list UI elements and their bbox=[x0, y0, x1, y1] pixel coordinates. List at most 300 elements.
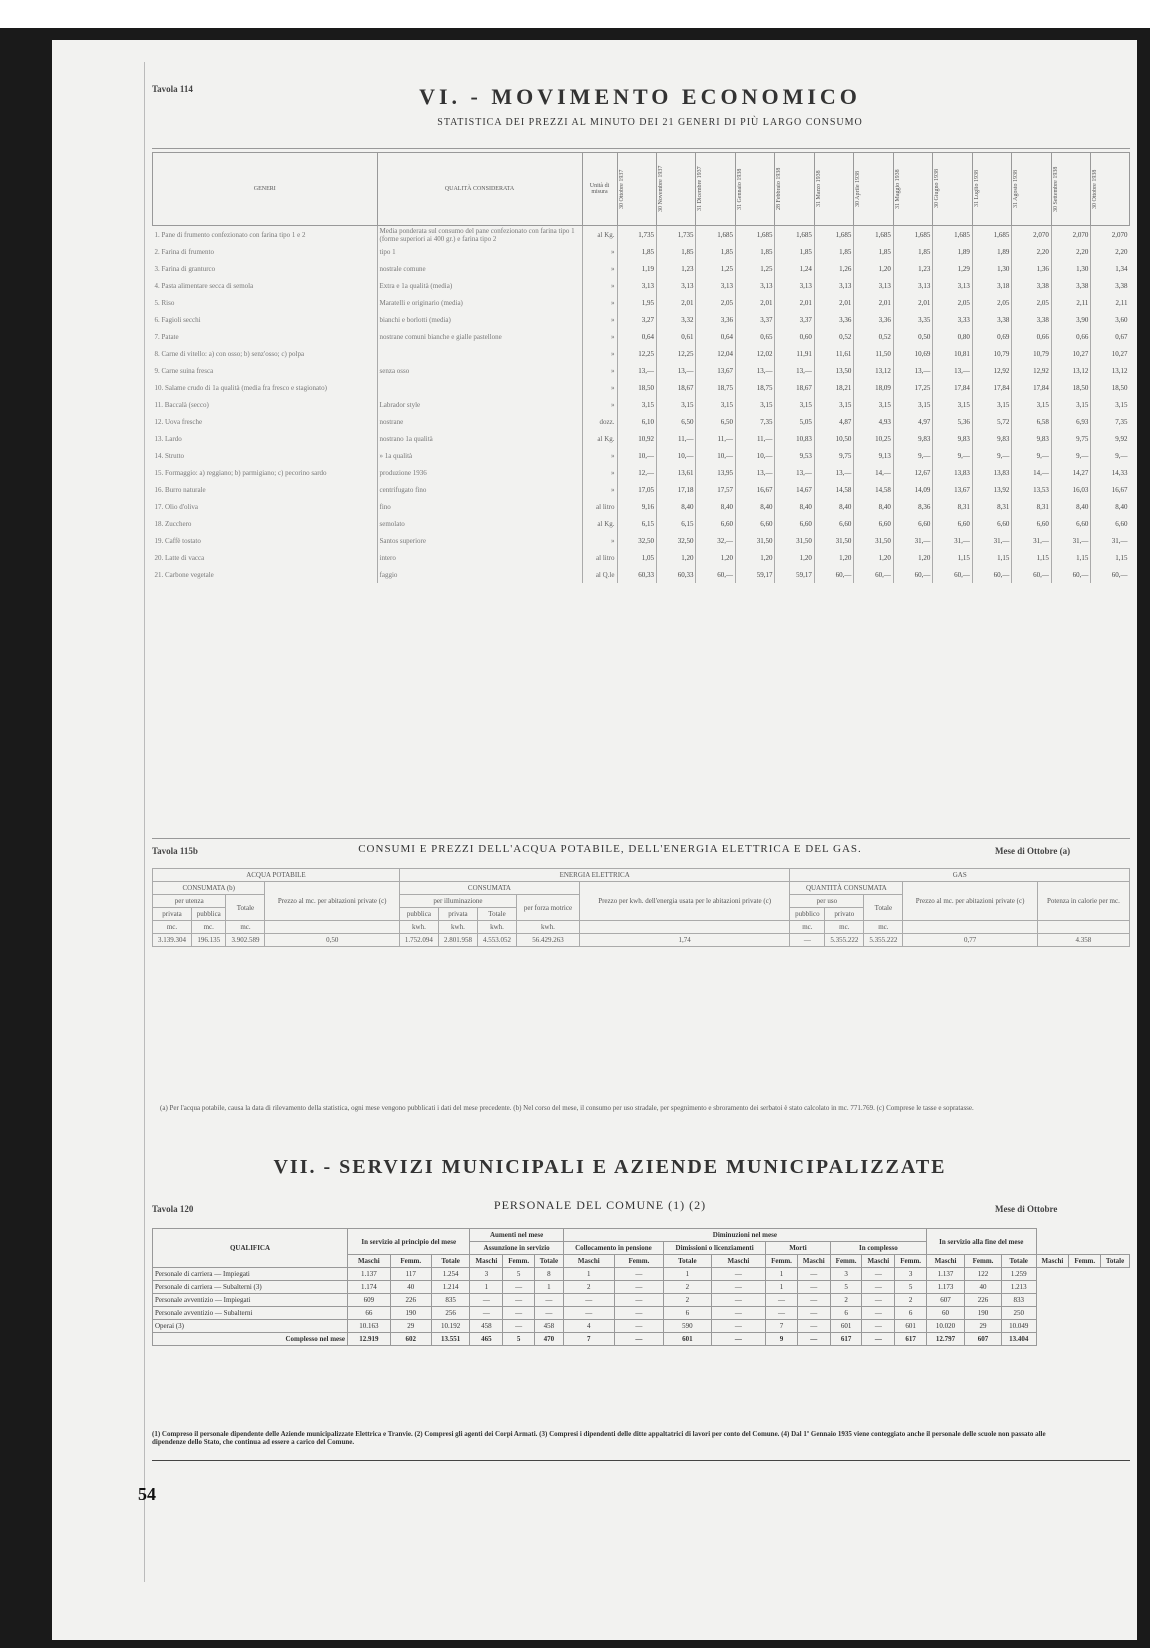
unita: al litro bbox=[582, 549, 617, 566]
price-cell: 2,070 bbox=[1091, 226, 1130, 244]
price-cell: 6,10 bbox=[617, 413, 656, 430]
price-cell: 13,92 bbox=[972, 481, 1011, 498]
head-diminuzioni: Diminuzioni nel mese bbox=[563, 1229, 926, 1242]
utility-value: 2.801.958 bbox=[438, 934, 477, 947]
price-cell: 3,15 bbox=[972, 396, 1011, 413]
price-cell: 1,685 bbox=[735, 226, 774, 244]
price-cell: 6,50 bbox=[656, 413, 695, 430]
price-cell: 0,52 bbox=[814, 328, 853, 345]
utility-value: 0,50 bbox=[265, 934, 399, 947]
price-cell: 60,— bbox=[933, 566, 972, 583]
table-row bbox=[153, 498, 1130, 515]
price-cell: 1,15 bbox=[1051, 549, 1090, 566]
price-cell: 2,070 bbox=[1012, 226, 1051, 244]
genere: 20. Latte di vacca bbox=[154, 553, 205, 562]
qualita: fino bbox=[377, 498, 582, 515]
price-cell: 9,75 bbox=[1051, 430, 1090, 447]
personnel-title: PERSONALE DEL COMUNE (1) (2) bbox=[493, 1198, 707, 1212]
genere: 9. Carne suina fresca bbox=[154, 366, 214, 375]
head-potenza: Potenza in calorie per mc. bbox=[1037, 882, 1129, 921]
unit-kwh: kwh. bbox=[438, 921, 477, 934]
price-cell: 13,12 bbox=[1051, 362, 1090, 379]
price-cell: 3,15 bbox=[775, 396, 814, 413]
sub-totale: Totale bbox=[664, 1255, 712, 1268]
price-cell: 1,85 bbox=[814, 243, 853, 260]
personnel-cell: — bbox=[797, 1294, 830, 1307]
col-date bbox=[854, 153, 893, 226]
personnel-cell: — bbox=[503, 1294, 535, 1307]
price-cell: 17,84 bbox=[972, 379, 1011, 396]
head-prezzo-energia: Prezzo per kwh. dell'energia usata per le abitazioni private (c) bbox=[579, 882, 790, 921]
head-pubblico: pubblico bbox=[790, 908, 825, 921]
price-cell: 6,15 bbox=[656, 515, 695, 532]
total-cell: — bbox=[614, 1333, 663, 1346]
sub-maschi: Maschi bbox=[470, 1255, 503, 1268]
personnel-cell: — bbox=[535, 1294, 564, 1307]
table-row bbox=[153, 1320, 1130, 1333]
qualifica: Personale avventizio — Impiegati bbox=[153, 1294, 348, 1307]
price-cell: 2,01 bbox=[775, 294, 814, 311]
personnel-cell: — bbox=[470, 1294, 503, 1307]
price-cell: 1,685 bbox=[854, 226, 893, 244]
head-morti: Morti bbox=[766, 1242, 831, 1255]
sub-femm: Femm. bbox=[830, 1255, 862, 1268]
personnel-cell: 122 bbox=[965, 1268, 1002, 1281]
unit-mc: mc. bbox=[864, 921, 903, 934]
personnel-cell: 1 bbox=[766, 1268, 798, 1281]
price-cell: 1,89 bbox=[933, 243, 972, 260]
price-cell: 17,84 bbox=[933, 379, 972, 396]
personnel-cell: — bbox=[614, 1320, 663, 1333]
sub-femm: Femm. bbox=[895, 1255, 927, 1268]
personnel-cell: 6 bbox=[895, 1307, 927, 1320]
price-cell: 1,20 bbox=[854, 549, 893, 566]
price-cell: 13,83 bbox=[972, 464, 1011, 481]
qualita: Extra e 1a qualità (media) bbox=[377, 277, 582, 294]
unita: » bbox=[582, 532, 617, 549]
price-cell: 60,— bbox=[1091, 566, 1130, 583]
price-cell: 9,83 bbox=[933, 430, 972, 447]
table-row bbox=[153, 277, 1130, 294]
price-cell: 3,13 bbox=[933, 277, 972, 294]
price-cell: 11,61 bbox=[814, 345, 853, 362]
col-date bbox=[617, 153, 656, 226]
price-cell: 6,60 bbox=[735, 515, 774, 532]
personnel-cell: 458 bbox=[470, 1320, 503, 1333]
price-cell: 31,— bbox=[933, 532, 972, 549]
personnel-cell: 226 bbox=[965, 1294, 1002, 1307]
price-cell: 2,01 bbox=[814, 294, 853, 311]
unita: » bbox=[582, 481, 617, 498]
price-cell: 3,15 bbox=[696, 396, 735, 413]
head-aumenti: Aumenti nel mese bbox=[470, 1229, 563, 1242]
head-privata-e: privata bbox=[438, 908, 477, 921]
section-title-vii: VII. - SERVIZI MUNICIPALI E AZIENDE MUNICIPALIZZATE bbox=[273, 1156, 947, 1178]
genere: 6. Fagioli secchi bbox=[154, 315, 201, 324]
price-cell: 3,15 bbox=[854, 396, 893, 413]
total-label: Complesso nel mese bbox=[153, 1333, 348, 1346]
price-cell: 12,02 bbox=[735, 345, 774, 362]
table-row bbox=[153, 1281, 1130, 1294]
price-cell: 11,— bbox=[656, 430, 695, 447]
qualita: Labrador style bbox=[377, 396, 582, 413]
table-row bbox=[153, 515, 1130, 532]
price-cell: 17,25 bbox=[893, 379, 932, 396]
price-cell: 14,33 bbox=[1091, 464, 1130, 481]
price-cell: 3,32 bbox=[656, 311, 695, 328]
personnel-cell: 2 bbox=[563, 1281, 614, 1294]
personnel-cell: 1.137 bbox=[926, 1268, 964, 1281]
price-cell: 6,60 bbox=[893, 515, 932, 532]
qualifica: Operai (3) bbox=[153, 1320, 348, 1333]
utility-value: 56.429.263 bbox=[517, 934, 580, 947]
unit-mc: mc. bbox=[192, 921, 226, 934]
col-date bbox=[735, 153, 774, 226]
price-cell: 18,75 bbox=[696, 379, 735, 396]
date-label: 30 Ottobre 1937 bbox=[618, 169, 625, 209]
price-cell: 5,36 bbox=[933, 413, 972, 430]
head-per-uso: per uso bbox=[790, 895, 864, 908]
price-cell: 31,— bbox=[1051, 532, 1090, 549]
price-cell: 10,— bbox=[617, 447, 656, 464]
price-cell: 10,81 bbox=[933, 345, 972, 362]
personnel-cell: — bbox=[503, 1281, 535, 1294]
price-cell: 1,685 bbox=[775, 226, 814, 244]
price-cell: 1,23 bbox=[893, 260, 932, 277]
personnel-cell: 40 bbox=[965, 1281, 1002, 1294]
price-cell: 13,12 bbox=[854, 362, 893, 379]
price-cell: 1,26 bbox=[814, 260, 853, 277]
personnel-cell: 60 bbox=[926, 1307, 964, 1320]
personnel-cell: 3 bbox=[470, 1268, 503, 1281]
personnel-cell: 10.163 bbox=[348, 1320, 391, 1333]
unit-mc: mc. bbox=[226, 921, 265, 934]
price-cell: 3,15 bbox=[1051, 396, 1090, 413]
total-cell: — bbox=[797, 1333, 830, 1346]
date-label: 30 Aprile 1938 bbox=[855, 171, 862, 207]
price-cell: 1,85 bbox=[696, 243, 735, 260]
price-cell: 31,50 bbox=[854, 532, 893, 549]
price-cell: 1,23 bbox=[656, 260, 695, 277]
price-cell: 13,— bbox=[617, 362, 656, 379]
price-cell: 2,01 bbox=[893, 294, 932, 311]
price-cell: 18,67 bbox=[656, 379, 695, 396]
price-cell: 6,58 bbox=[1012, 413, 1051, 430]
price-cell: 3,13 bbox=[735, 277, 774, 294]
price-cell: 0,50 bbox=[893, 328, 932, 345]
qualita: senza osso bbox=[377, 362, 582, 379]
price-cell: 1,85 bbox=[735, 243, 774, 260]
qualita: » 1a qualità bbox=[377, 447, 582, 464]
price-cell: 6,60 bbox=[972, 515, 1011, 532]
personnel-cell: 5 bbox=[830, 1281, 862, 1294]
head-totale-acqua: Totale bbox=[226, 895, 265, 921]
personnel-cell: 1.259 bbox=[1001, 1268, 1036, 1281]
date-label: 30 Giugno 1938 bbox=[934, 169, 941, 209]
price-cell: 2,20 bbox=[1091, 243, 1130, 260]
price-cell: 0,69 bbox=[972, 328, 1011, 345]
price-cell: 8,31 bbox=[972, 498, 1011, 515]
unita: » bbox=[582, 243, 617, 260]
price-cell: 8,40 bbox=[1051, 498, 1090, 515]
genere: 19. Caffè tostato bbox=[154, 536, 201, 545]
price-cell: 10,— bbox=[696, 447, 735, 464]
total-cell: 601 bbox=[664, 1333, 712, 1346]
unita: » bbox=[582, 464, 617, 481]
utility-value: 4.553.052 bbox=[477, 934, 516, 947]
price-cell: 6,15 bbox=[617, 515, 656, 532]
utilities-title: CONSUMI E PREZZI DELL'ACQUA POTABILE, DELL'ENERGIA ELETTRICA E DEL GAS. bbox=[358, 843, 862, 855]
total-cell: 607 bbox=[965, 1333, 1002, 1346]
genere: 16. Burro naturale bbox=[154, 485, 206, 494]
sub-femm: Femm. bbox=[766, 1255, 798, 1268]
section-title-vi: VI. - MOVIMENTO ECONOMICO bbox=[419, 84, 861, 109]
price-cell: 10,50 bbox=[814, 430, 853, 447]
unita: al Kg. bbox=[582, 226, 617, 244]
head-pubblica-e: pubblica bbox=[399, 908, 438, 921]
unit-mc: mc. bbox=[825, 921, 864, 934]
price-cell: 10,25 bbox=[854, 430, 893, 447]
price-cell: 0,65 bbox=[735, 328, 774, 345]
price-cell: 0,61 bbox=[656, 328, 695, 345]
price-cell: 1,25 bbox=[735, 260, 774, 277]
price-cell: 1,685 bbox=[972, 226, 1011, 244]
price-cell: 0,67 bbox=[1091, 328, 1130, 345]
head-pubblica: pubblica bbox=[192, 908, 226, 921]
price-cell: 8,31 bbox=[933, 498, 972, 515]
price-cell: 6,60 bbox=[814, 515, 853, 532]
personnel-cell: — bbox=[711, 1281, 766, 1294]
price-cell: 13,53 bbox=[1012, 481, 1051, 498]
price-cell: 3,38 bbox=[1091, 277, 1130, 294]
table-row bbox=[153, 430, 1130, 447]
price-cell: 14,— bbox=[1012, 464, 1051, 481]
table-number-114: Tavola 114 bbox=[152, 84, 193, 94]
price-cell: 12,25 bbox=[656, 345, 695, 362]
unita: al Q.le bbox=[582, 566, 617, 583]
head-gas: GAS bbox=[790, 869, 1130, 882]
price-cell: 10,79 bbox=[972, 345, 1011, 362]
personnel-cell: — bbox=[711, 1294, 766, 1307]
genere: 14. Strutto bbox=[154, 451, 185, 460]
price-cell: 3,36 bbox=[814, 311, 853, 328]
price-cell: 8,40 bbox=[775, 498, 814, 515]
personnel-cell: — bbox=[711, 1307, 766, 1320]
price-cell: 31,50 bbox=[735, 532, 774, 549]
price-cell: 11,— bbox=[696, 430, 735, 447]
total-cell: 13.404 bbox=[1001, 1333, 1036, 1346]
price-cell: 3,90 bbox=[1051, 311, 1090, 328]
table-row bbox=[153, 481, 1130, 498]
head-fine: In servizio alla fine del mese bbox=[926, 1229, 1036, 1255]
price-cell: 10,92 bbox=[617, 430, 656, 447]
col-qualita: QUALITÀ CONSIDERATA bbox=[377, 153, 582, 226]
price-cell: 13,— bbox=[656, 362, 695, 379]
qualita bbox=[377, 379, 582, 396]
price-cell: 3,13 bbox=[617, 277, 656, 294]
price-cell: 10,69 bbox=[893, 345, 932, 362]
personnel-cell: — bbox=[797, 1281, 830, 1294]
prices-table bbox=[152, 152, 1130, 583]
qualifica: Personale avventizio — Subalterni bbox=[153, 1307, 348, 1320]
price-cell: 13,— bbox=[775, 362, 814, 379]
price-cell: 12,04 bbox=[696, 345, 735, 362]
personnel-cell: 1 bbox=[563, 1268, 614, 1281]
genere: 11. Baccalà (secco) bbox=[154, 400, 209, 409]
col-unita: Unità di misura bbox=[582, 153, 617, 226]
head-collocamento: Collocamento in pensione bbox=[563, 1242, 663, 1255]
genere: 17. Olio d'oliva bbox=[154, 502, 198, 511]
price-cell: 1,29 bbox=[933, 260, 972, 277]
personnel-cell: 1.214 bbox=[431, 1281, 470, 1294]
price-cell: 1,20 bbox=[893, 549, 932, 566]
unita: » bbox=[582, 345, 617, 362]
price-cell: 17,57 bbox=[696, 481, 735, 498]
price-cell: 60,33 bbox=[656, 566, 695, 583]
price-cell: 17,05 bbox=[617, 481, 656, 498]
price-cell: 1,20 bbox=[696, 549, 735, 566]
table-row bbox=[153, 1294, 1130, 1307]
personnel-cell: — bbox=[711, 1268, 766, 1281]
price-cell: 18,21 bbox=[814, 379, 853, 396]
price-cell: 31,— bbox=[1091, 532, 1130, 549]
price-cell: 4,97 bbox=[893, 413, 932, 430]
price-cell: 4,87 bbox=[814, 413, 853, 430]
price-cell: 8,40 bbox=[735, 498, 774, 515]
price-cell: 1,25 bbox=[696, 260, 735, 277]
price-cell: 31,— bbox=[972, 532, 1011, 549]
personnel-cell: 3 bbox=[895, 1268, 927, 1281]
price-cell: 3,37 bbox=[775, 311, 814, 328]
table-row bbox=[153, 532, 1130, 549]
price-cell: 3,15 bbox=[893, 396, 932, 413]
sub-h_t: Totale bbox=[1001, 1255, 1036, 1268]
price-cell: 6,60 bbox=[854, 515, 893, 532]
price-cell: 3,13 bbox=[696, 277, 735, 294]
personnel-cell: — bbox=[614, 1294, 663, 1307]
total-cell: 617 bbox=[830, 1333, 862, 1346]
table-row bbox=[153, 1268, 1130, 1281]
price-cell: 9,— bbox=[1051, 447, 1090, 464]
personnel-cell: 2 bbox=[895, 1294, 927, 1307]
sub-maschi: Maschi bbox=[711, 1255, 766, 1268]
price-cell: 3,38 bbox=[1051, 277, 1090, 294]
price-cell: 1,05 bbox=[617, 549, 656, 566]
price-cell: 2,05 bbox=[972, 294, 1011, 311]
price-cell: 9,— bbox=[1012, 447, 1051, 464]
personnel-cell: — bbox=[862, 1320, 895, 1333]
price-cell: 3,15 bbox=[735, 396, 774, 413]
price-cell: 10,27 bbox=[1091, 345, 1130, 362]
rule bbox=[152, 148, 1130, 149]
price-cell: 60,33 bbox=[617, 566, 656, 583]
personnel-cell: — bbox=[614, 1281, 663, 1294]
unita: al litro bbox=[582, 498, 617, 515]
head-totale-e: Totale bbox=[477, 908, 516, 921]
personnel-cell: 190 bbox=[965, 1307, 1002, 1320]
date-label: 30 Ottobre 1938 bbox=[1092, 169, 1099, 209]
date-label: 31 Marzo 1938 bbox=[815, 170, 822, 208]
total-cell: 5 bbox=[503, 1333, 535, 1346]
qualita: tipo 1 bbox=[377, 243, 582, 260]
table-row bbox=[153, 566, 1130, 583]
utilities-table bbox=[152, 868, 1130, 947]
price-cell: 12,92 bbox=[1012, 362, 1051, 379]
price-cell: 8,40 bbox=[854, 498, 893, 515]
col-date bbox=[656, 153, 695, 226]
qualita: nostrano 1a qualità bbox=[377, 430, 582, 447]
col-date bbox=[893, 153, 932, 226]
table-row bbox=[153, 260, 1130, 277]
total-cell: 7 bbox=[563, 1333, 614, 1346]
price-cell: 9,— bbox=[933, 447, 972, 464]
price-cell: 9,53 bbox=[775, 447, 814, 464]
price-cell: 8,40 bbox=[1091, 498, 1130, 515]
price-cell: 31,— bbox=[1012, 532, 1051, 549]
price-cell: 10,— bbox=[735, 447, 774, 464]
price-cell: 60,— bbox=[814, 566, 853, 583]
price-cell: 13,— bbox=[735, 362, 774, 379]
price-cell: 6,60 bbox=[933, 515, 972, 532]
price-cell: 13,95 bbox=[696, 464, 735, 481]
price-cell: 10,— bbox=[656, 447, 695, 464]
price-cell: 9,16 bbox=[617, 498, 656, 515]
col-date bbox=[814, 153, 853, 226]
price-cell: 1,24 bbox=[775, 260, 814, 277]
genere: 4. Pasta alimentare secca di semola bbox=[154, 281, 254, 290]
price-cell: 1,85 bbox=[854, 243, 893, 260]
price-cell: 9,92 bbox=[1091, 430, 1130, 447]
price-cell: 4,93 bbox=[854, 413, 893, 430]
price-cell: 1,15 bbox=[972, 549, 1011, 566]
price-cell: 8,40 bbox=[696, 498, 735, 515]
sub-maschi: Maschi bbox=[797, 1255, 830, 1268]
personnel-cell: — bbox=[862, 1268, 895, 1281]
price-cell: 14,67 bbox=[775, 481, 814, 498]
qualifica: Personale di carriera — Subalterni (3) bbox=[153, 1281, 348, 1294]
price-cell: 1,85 bbox=[656, 243, 695, 260]
total-cell: 465 bbox=[470, 1333, 503, 1346]
personnel-cell: 117 bbox=[390, 1268, 431, 1281]
price-cell: 1,685 bbox=[933, 226, 972, 244]
genere: 21. Carbone vegetale bbox=[154, 570, 214, 579]
unita: » bbox=[582, 260, 617, 277]
rule bbox=[152, 838, 1130, 839]
price-cell: 6,60 bbox=[1051, 515, 1090, 532]
utility-value: 3.902.589 bbox=[226, 934, 265, 947]
price-cell: 3,37 bbox=[735, 311, 774, 328]
price-cell: 3,13 bbox=[775, 277, 814, 294]
head-privato: privato bbox=[825, 908, 864, 921]
utility-value: 1.752.094 bbox=[399, 934, 438, 947]
head-consumata-b: CONSUMATA (b) bbox=[153, 882, 265, 895]
personnel-cell: 5 bbox=[503, 1268, 535, 1281]
table-row bbox=[153, 362, 1130, 379]
price-cell: 2,05 bbox=[696, 294, 735, 311]
price-cell: 2,01 bbox=[854, 294, 893, 311]
unit-mc: mc. bbox=[153, 921, 192, 934]
sub-h_f: Femm. bbox=[1069, 1255, 1101, 1268]
qualita: nostrale comune bbox=[377, 260, 582, 277]
price-cell: 11,— bbox=[735, 430, 774, 447]
personnel-cell: 1 bbox=[535, 1281, 564, 1294]
total-cell: 12.797 bbox=[926, 1333, 964, 1346]
personnel-cell: 590 bbox=[664, 1320, 712, 1333]
sub-h_m: Maschi bbox=[1036, 1255, 1069, 1268]
price-cell: 14,— bbox=[854, 464, 893, 481]
utility-value: 196.135 bbox=[192, 934, 226, 947]
col-date bbox=[696, 153, 735, 226]
